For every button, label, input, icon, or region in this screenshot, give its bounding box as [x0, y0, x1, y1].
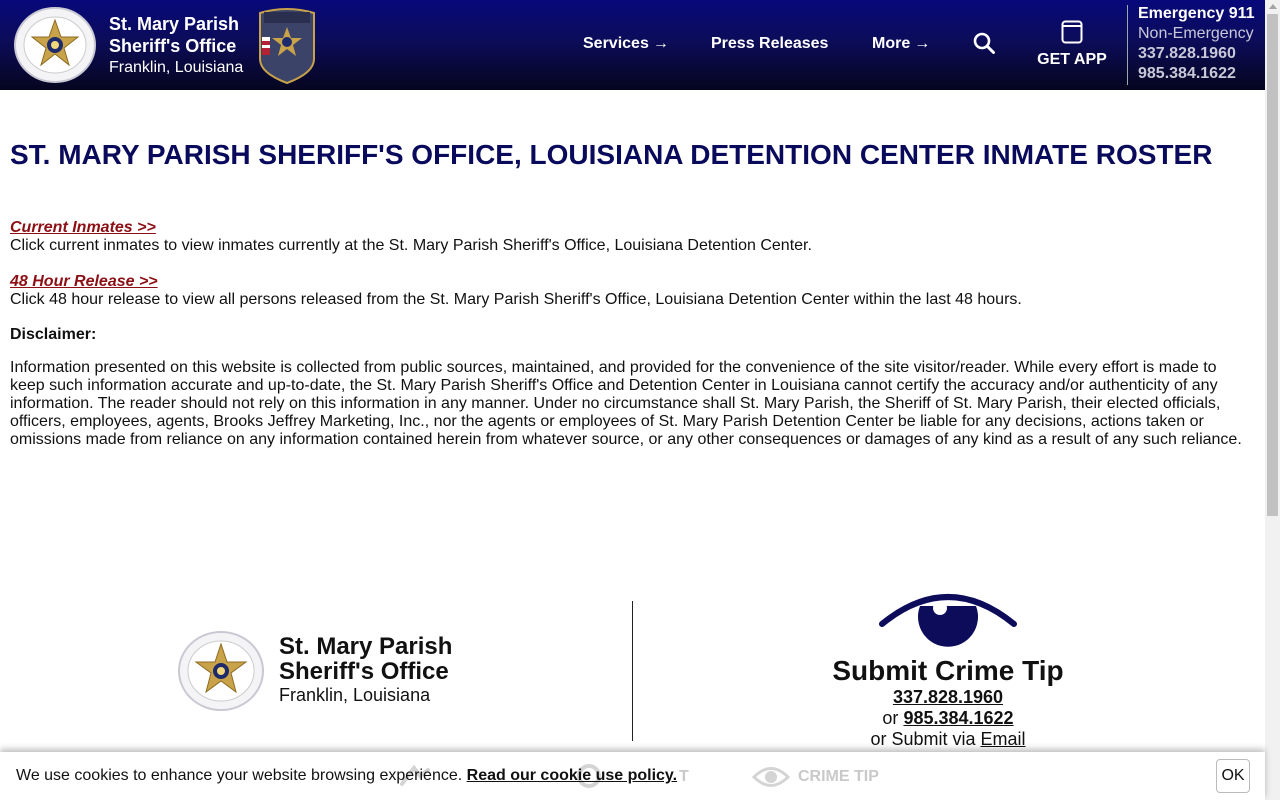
- tip-phone-link-2[interactable]: 985.384.1622: [903, 708, 1014, 728]
- cookie-notice: [16, 766, 677, 786]
- bottom-nav-crime-tip: CRIME TIP: [798, 768, 879, 785]
- bottom-nav-ghost-label: T: [679, 768, 689, 785]
- footer-brand: [279, 634, 452, 706]
- disclaimer-title: Disclaimer:: [10, 326, 97, 343]
- footer-brand-line1: St. Mary Parish: [279, 633, 453, 660]
- footer-divider: [632, 601, 633, 741]
- phone-link-1[interactable]: 337.828.1960: [1138, 45, 1236, 62]
- phone-link-2[interactable]: 985.384.1622: [1138, 65, 1236, 82]
- cookie-ok-button[interactable]: OK: [1216, 759, 1250, 793]
- nav-more-label: More: [872, 35, 911, 52]
- release-desc: Click 48 hour release to view all persons released from the St. Mary Parish Sheriff's Office, Louisiana Detention Center within the last 48 hours.: [10, 291, 1022, 308]
- scroll-up-arrow-icon[interactable]: [1269, 4, 1277, 9]
- header-brand[interactable]: [109, 13, 243, 79]
- sheriff-badge-icon[interactable]: [14, 7, 96, 83]
- brand-line2: Sheriff's Office: [109, 36, 237, 56]
- disclaimer-text: Information presented on this website is collected from public sources, maintained, and provided for the convenience of the site visitor/reader. While every effort is made to keep such information accurate and up-to-date, the St. Mary Parish Sheriff's Office and Detention Center in Louisiana cannot certify the accuracy and/or authenticity of any information. The reader should not rely on this information in any manner. Under no circumstance shall St. Mary Parish, the Sheriff of St. Mary Parish, their elected officials, officers, employees, agents, Brooks Jeffrey Marketing, Inc., nor the agents or employees of St. Mary Parish Detention Center be liable for any decisions, actions taken or omissions made from reliance on any information contained herein from whatever source, or any other consequences or damages of any kind as a result of any such reliance.: [10, 359, 1242, 448]
- phone-app-icon: [1061, 20, 1083, 44]
- non-emergency-label: Non-Emergency: [1138, 25, 1254, 42]
- current-inmates-section: [10, 219, 812, 255]
- get-app-button[interactable]: [1036, 20, 1108, 69]
- arrow-right-icon: →: [914, 35, 931, 52]
- current-inmates-desc: Click current inmates to view inmates currently at the St. Mary Parish Sheriff's Office, Louisiana Detention Center.: [10, 237, 812, 254]
- release-section: [10, 273, 1022, 309]
- eye-icon: [878, 588, 1018, 652]
- scrollbar-thumb[interactable]: [1267, 14, 1278, 516]
- nav-more[interactable]: [872, 35, 930, 53]
- cookie-text: We use cookies to enhance your website browsing experience.: [16, 767, 463, 784]
- footer-brand-location: Franklin, Louisiana: [279, 685, 431, 705]
- crime-tip-block: [760, 655, 1136, 750]
- nav-services[interactable]: [583, 35, 669, 53]
- emergency-contacts: [1138, 4, 1255, 84]
- arrow-right-icon: →: [652, 35, 669, 52]
- crime-tip-title: Submit Crime Tip: [832, 655, 1064, 686]
- page-title: ST. MARY PARISH SHERIFF'S OFFICE, LOUISIANA DETENTION CENTER INMATE ROSTER: [10, 139, 1213, 170]
- footer-brand-line2: Sheriff's Office: [279, 658, 449, 685]
- get-app-label: GET APP: [1037, 51, 1107, 68]
- eye-icon: [752, 764, 790, 790]
- site-header: [0, 0, 1265, 90]
- cookie-policy-link[interactable]: Read our cookie use policy.: [466, 767, 678, 784]
- tip-or-1: or: [882, 708, 899, 728]
- nav-services-label: Services: [583, 35, 649, 52]
- 48-hour-release-link[interactable]: 48 Hour Release >>: [10, 273, 158, 290]
- nav-press-releases[interactable]: [711, 35, 828, 53]
- nav-press-releases-label: Press Releases: [711, 35, 829, 52]
- tip-or-2: or Submit via: [870, 729, 976, 749]
- sheriff-badge-icon: [178, 631, 264, 711]
- tip-phone-link-1[interactable]: 337.828.1960: [892, 687, 1004, 707]
- brand-line1: St. Mary Parish: [109, 14, 240, 34]
- header-divider: [1127, 5, 1128, 85]
- search-icon[interactable]: [973, 32, 995, 54]
- tip-email-link[interactable]: Email: [980, 729, 1026, 749]
- sheriff-patch-icon: [256, 7, 318, 84]
- emergency-label[interactable]: Emergency 911: [1138, 5, 1255, 22]
- brand-location: Franklin, Louisiana: [109, 59, 244, 76]
- current-inmates-link[interactable]: Current Inmates >>: [10, 219, 156, 236]
